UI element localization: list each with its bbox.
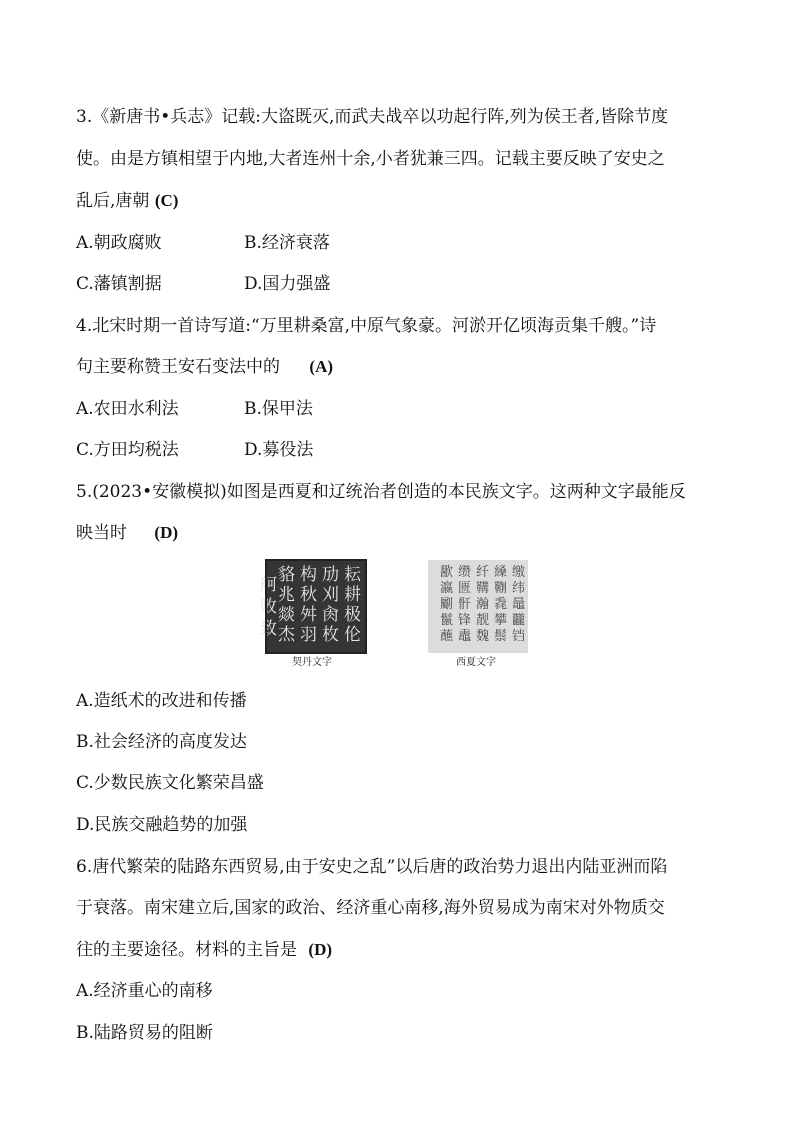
svg-text:蘸: 蘸 xyxy=(440,629,454,644)
svg-text:歠: 歠 xyxy=(440,565,454,580)
tangut-script-image xyxy=(428,560,528,653)
svg-text:龖: 龖 xyxy=(512,613,526,628)
svg-text:构: 构 xyxy=(300,565,317,585)
svg-text:极: 极 xyxy=(344,605,361,625)
svg-text:鬃: 鬃 xyxy=(494,629,508,644)
svg-text:纤: 纤 xyxy=(476,565,490,580)
svg-text:鼃: 鼃 xyxy=(458,629,472,644)
q3-stem-line-2: 使。由是方镇相望于内地,大者连州十余,小者犹兼三四。记载主要反映了安史之 xyxy=(76,149,665,169)
svg-text:鞩: 鞩 xyxy=(494,581,508,596)
svg-text:秋: 秋 xyxy=(300,585,317,605)
q3-stem-line-1: 3.《新唐书•兵志》记载:大盗既灭,而武夫战卒以功起行阵,列为侯王者,皆除节度 xyxy=(76,107,669,127)
q3-option-d: D.国力强盛 xyxy=(244,274,331,294)
svg-text:瀚: 瀚 xyxy=(476,597,490,612)
svg-text:燚: 燚 xyxy=(278,605,295,625)
svg-text:杰: 杰 xyxy=(278,625,295,645)
q4-option-b: B.保甲法 xyxy=(244,399,313,419)
q6-stem-text: 往的主要途径。材料的主旨是 xyxy=(76,940,297,960)
svg-text:舸: 舸 xyxy=(260,575,277,595)
svg-text:败: 败 xyxy=(260,597,277,617)
q3-option-b: B.经济衰落 xyxy=(244,233,330,253)
svg-text:羽: 羽 xyxy=(300,625,317,645)
svg-text:貉: 貉 xyxy=(278,565,295,585)
q5-stem-line-1: 5.(2023•安徽模拟)如图是西夏和辽统治者创造的本民族文字。这两种文字最能反 xyxy=(76,482,686,502)
q6-answer: (D) xyxy=(308,940,333,959)
svg-text:鬣: 鬣 xyxy=(440,613,454,628)
svg-text:锋: 锋 xyxy=(458,613,472,628)
svg-text:舛: 舛 xyxy=(300,605,317,625)
q4-option-d: D.募役法 xyxy=(244,440,314,460)
q5-option-c: C.少数民族文化繁荣昌盛 xyxy=(76,773,264,793)
svg-text:铛: 铛 xyxy=(512,629,526,644)
q5-stem-line-2 xyxy=(76,521,178,545)
svg-text:縔: 縔 xyxy=(494,565,508,580)
svg-text:鼂: 鼂 xyxy=(512,597,526,612)
q5-option-a: A.造纸术的改进和传播 xyxy=(76,691,247,711)
svg-text:伦: 伦 xyxy=(344,625,361,645)
q4-stem-text: 句主要称赞王安石变法中的 xyxy=(76,357,280,377)
q6-stem-line-1: 6.唐代繁荣的陆路东西贸易,由于安史之乱”以后唐的政治势力退出内陆亚洲而陷 xyxy=(76,857,668,877)
svg-text:枚: 枚 xyxy=(322,625,339,645)
khitan-script-image xyxy=(260,560,366,653)
svg-text:缴: 缴 xyxy=(512,565,526,580)
svg-text:劚: 劚 xyxy=(440,597,454,612)
q3-option-a: A.朝政腐败 xyxy=(76,233,162,253)
svg-text:毳: 毳 xyxy=(494,597,508,612)
svg-text:匮: 匮 xyxy=(458,581,472,596)
q6-option-a: A.经济重心的南移 xyxy=(76,981,213,1001)
svg-text:肏: 肏 xyxy=(322,605,339,625)
q4-stem-line-1: 4.北宋时期一首诗写道:“万里耕桑富,中原气象豪。河淤开亿顷海贡集千艘。”诗 xyxy=(76,316,657,336)
q4-stem-line-2 xyxy=(76,355,333,379)
khitan-script-rubbing xyxy=(260,560,366,653)
q4-option-c: C.方田均税法 xyxy=(76,440,179,460)
q5-stem-text: 映当时 xyxy=(76,523,127,543)
khitan-script-caption: 契丹文字 xyxy=(292,657,332,668)
svg-text:耘: 耘 xyxy=(344,565,361,585)
tangut-script-caption: 西夏文字 xyxy=(456,657,496,668)
q3-option-c: C.藩镇割据 xyxy=(76,274,162,294)
svg-text:纬: 纬 xyxy=(512,581,526,596)
svg-text:缵: 缵 xyxy=(458,565,472,580)
svg-text:鞲: 鞲 xyxy=(476,581,490,596)
q5-option-d: D.民族交融趋势的加强 xyxy=(76,815,248,835)
tangut-script-rubbing xyxy=(428,560,528,653)
q6-stem-line-2: 于衰落。南宋建立后,国家的政治、经济重心南移,海外贸易成为南宋对外物质交 xyxy=(76,898,665,918)
svg-text:魏: 魏 xyxy=(476,629,490,644)
svg-text:劢: 劢 xyxy=(322,565,339,585)
svg-text:瀛: 瀛 xyxy=(440,581,454,596)
q4-option-a: A.农田水利法 xyxy=(76,399,179,419)
q6-stem-line-3 xyxy=(76,938,332,962)
svg-text:刈: 刈 xyxy=(322,585,339,605)
q5-option-b: B.社会经济的高度发达 xyxy=(76,732,247,752)
svg-text:攀: 攀 xyxy=(494,613,508,628)
q3-stem-text: 乱后,唐朝 xyxy=(76,191,150,211)
q3-stem-line-3 xyxy=(76,189,178,213)
svg-text:骭: 骭 xyxy=(458,597,472,612)
svg-text:致: 致 xyxy=(260,619,277,639)
q4-answer: (A) xyxy=(309,357,334,376)
svg-text:兆: 兆 xyxy=(278,585,295,605)
svg-text:耕: 耕 xyxy=(344,585,361,605)
q3-answer: (C) xyxy=(154,191,179,210)
svg-text:靓: 靓 xyxy=(476,613,490,628)
q5-answer: (D) xyxy=(154,523,179,542)
q6-option-b: B.陆路贸易的阻断 xyxy=(76,1023,213,1043)
